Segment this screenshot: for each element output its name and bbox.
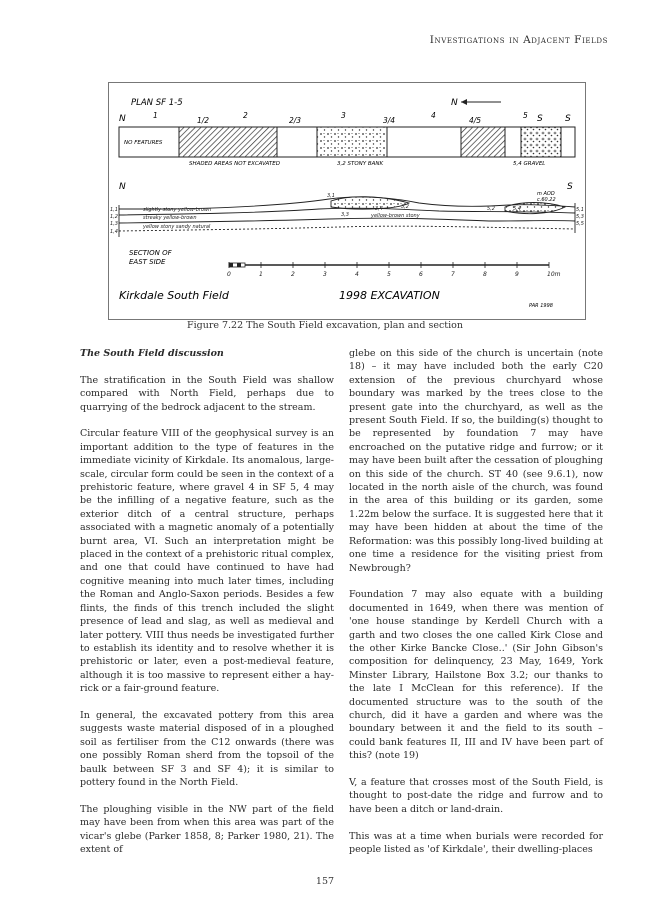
scale-tick-label: 7 [451,271,455,278]
plan-title: PLAN SF 1-5 [131,98,183,108]
running-header: Investigations in Adjacent Fields [429,34,608,46]
layer-desc: streaky yellow-brown [143,215,197,221]
scale-tick-label: 2 [291,271,295,278]
layer-label: 5,1 [576,207,584,213]
stony-bank-label: 3,2 STONY BANK [337,161,384,167]
figure-footer-right: 1998 EXCAVATION [339,289,440,302]
layer-desc: slightly stony yellow-brown [143,207,212,213]
layer-desc: yellow stony sandy natural [143,224,211,230]
layer-label: 1,1 [110,207,118,213]
section-heading: The South Field discussion [80,348,224,359]
layer-label: 5,3 [576,214,584,220]
figure-plan-section [108,82,586,320]
scale-tick-label: 4 [355,271,359,278]
sf-number: 3/4 [383,116,396,125]
figure-footer-left: Kirkdale South Field [119,289,229,302]
sf-number: 2 [243,111,248,120]
paragraph: Circular feature VIII of the geophysical survey is an important addition to the type of features in the immediate vicinity of Kirkdale. Its anomalous, large-scale, circular form could be seen in the context of a prehistoric feature, where gravel 4 in SF 5, 4 may be the infilling of a negative feature, such as the exterior ditch of a central structure, perhaps associated with a magnetic anomaly of a potentially burnt area, VI. Such an interpretation might be placed in the context of a prehistoric ritual complex, and one that could have continued to have had cognitive meaning into much later times, including the Roman and Anglo-Saxon periods. Besides a few flints, the finds of this trench included the slight presence of lead and slag, as well as medieval and later pottery. VIII thus needs be investigated further to establish its identity and to resolve whether it is prehistoric or later, even a post-medieval feature, although it is too massive to represent either a hay-rick or a fair-ground feature. [80,428,334,695]
north-arrow-label: N [451,98,458,108]
scale-tick-label: 6 [419,271,423,278]
paragraph: glebe on this side of the church is uncertain (note 18) – it may have included both the early C20 extension of the previous churchyard whose boundary was marked by the trees close to the present gate into the churchyard, as well as the present South Field. If so, the building(s) thought to be represented by foundation 7 may have encroached on the putative ridge and furrow; or it may have been built after the cessation of ploughing on this side of the church. ST 40 (see 9.6.1), now located in the north aisle of the church, was found in the area of this building or its garden, some 1.22m below the surface. It is suggested here that it may have been hidden at about the time of the Reformation: was this possibly long-lived building at one time a residence for the visiting priest from Newbrough? [349,348,603,574]
plan-end-s1: S [537,114,543,124]
sf-number: 1 [153,111,158,120]
layer-label: 1,4 [110,229,118,235]
section-end-n: N [119,182,126,192]
paragraph: This was at a time when burials were recorded for people listed as 'of Kirkdale', their dwelling-places [349,830,603,855]
scale-tick-label: 8 [483,271,487,278]
datum-label [537,191,556,203]
context-label: 5,4 [513,206,521,212]
gravel-label: 5,4 GRAVEL [513,161,546,167]
paragraph: V, a feature that crosses most of the South Field, is thought to post-date the ridge and furrow and to have been a ditch or land-drain. [349,776,603,815]
shaded-areas-label: SHADED AREAS NOT EXCAVATED [189,161,280,167]
sf-number: 3 [341,111,346,120]
excavation-drawing [109,83,585,319]
layer-desc: yellow-brown stony [371,213,420,219]
section-title-line2: EAST SIDE [129,258,166,266]
scale-tick-label: 1 [259,271,263,278]
sf-number: 2/3 [289,116,302,125]
scale-tick-label: 5 [387,271,391,278]
context-label: 3,2 [401,204,409,210]
plan-strip [119,127,575,157]
layer-label: 5,5 [576,221,584,227]
north-arrow-icon [461,99,501,105]
section-end-s: S [567,182,573,192]
plan-end-n: N [119,114,126,124]
scale-tick-label: 3 [323,271,327,278]
no-features-label: NO FEATURES [124,140,163,146]
paragraph: The ploughing visible in the NW part of the field may have been from when this area was part of the vicar's glebe (Parker 1858, 8; Parker 1980, 21). The extent of [80,803,334,855]
context-label: 5,2 [487,206,495,212]
sf-number: 1/2 [197,116,210,125]
left-column [80,347,334,870]
sf-number: 4 [431,111,436,120]
plan-end-s2: S [565,114,571,124]
paragraph: Foundation 7 may also equate with a building documented in 1649, when there was mention of 'one house standinge by Kerdell Church with a garth and two closes the one called Kirk Close and the other Kirke Bancke Close..' (Sir John Gibson's composition for delinquency, 23 May, 1649, York Minster Library, Hailstone Box 3.2; our thanks to the late I McClean for this reference). If the documented structure was to the south of the church, did it have a garden and where was the boundary between it and the field to its south – could bank features II, III and IV have been part of this? (note 19) [349,589,603,762]
page-number: 157 [315,876,335,887]
scale-tick-label: 9 [515,271,519,278]
scale-tick-label: 10m [547,271,561,278]
context-label: 3,1 [327,193,335,199]
sf-number: 5 [523,111,528,120]
paragraph: In general, the excavated pottery from this area suggests waste material disposed of in a ploughed soil as fertiliser from the C12 onwards (there was one possibly Roman sherd from the topsoil of the baulk between SF 3 and SF 4); it is similar to pottery found in the North Field. [80,709,334,788]
figure-caption: Figure 7.22 The South Field excavation, plan and section [186,320,464,331]
figure-credit: PAR 1998 [529,303,553,309]
context-label: 3,3 [341,212,349,218]
context-label: 3,4 [375,206,383,212]
section-title-line1: SECTION OF [129,249,172,257]
datum-line: c.60.22 [537,197,556,203]
right-column [349,347,603,870]
scale-tick-label: 0 [227,271,231,278]
layer-label: 1,2 [110,214,118,220]
sf-number: 4/5 [469,116,482,125]
paragraph: The stratification in the South Field was shallow compared with North Field, perhaps due to quarrying of the bedrock adjacent to the stream. [80,374,334,413]
datum-line: m AOD [537,191,555,197]
layer-label: 1,3 [110,221,118,227]
